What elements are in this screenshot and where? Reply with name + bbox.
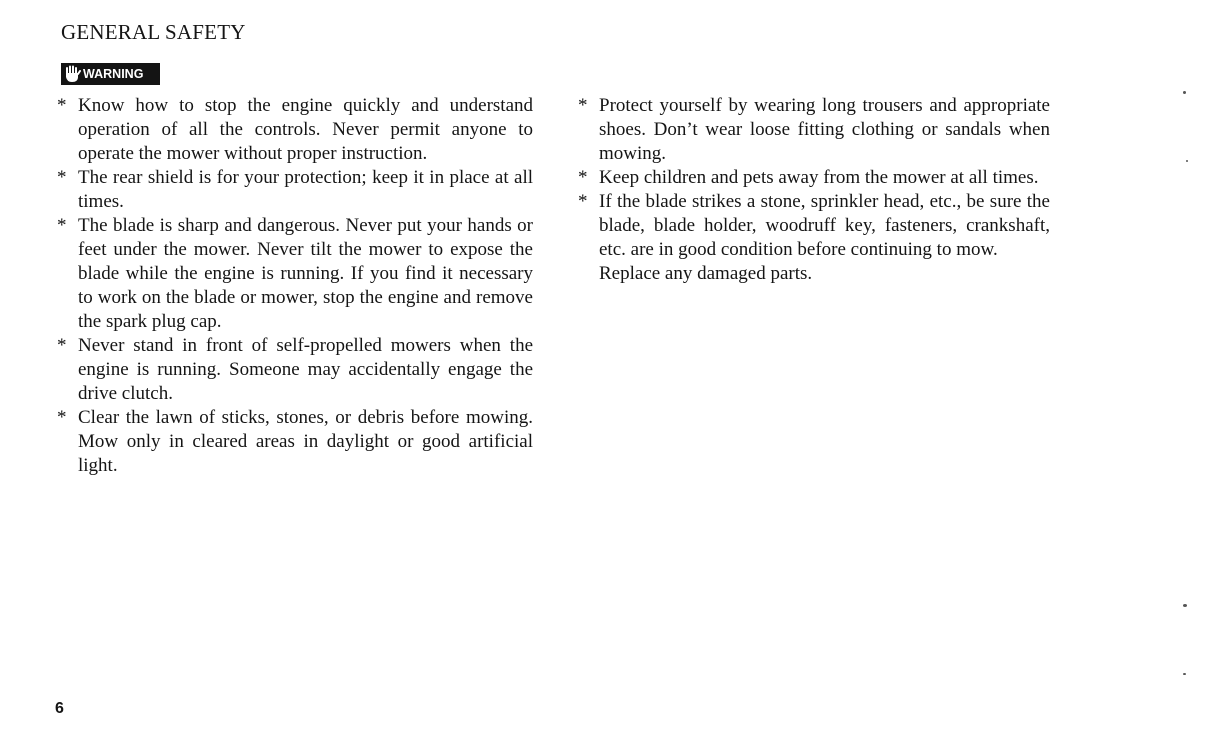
item-text: Protect yourself by wearing long trousers and appropriate shoes. Don’t wear loose fitting clothing or sandals when mowing. — [599, 95, 1050, 164]
page-number: 6 — [55, 700, 64, 717]
bullet: * — [57, 167, 67, 188]
bullet: * — [578, 95, 588, 116]
hand-icon — [64, 65, 81, 83]
item-text: Know how to stop the engine quickly and understand operation of all the controls. Never permit anyone to operate the mower without proper instruction. — [78, 95, 533, 164]
bullet: * — [57, 335, 67, 356]
warning-label: WARNING — [83, 67, 144, 81]
page-title: GENERAL SAFETY — [61, 20, 246, 44]
bullet: * — [57, 95, 67, 116]
item-text: Keep children and pets away from the mower at all times. — [599, 167, 1039, 188]
item-text: The blade is sharp and dangerous. Never put your hands or feet under the mower. Never tilt the mower to expose the blade while the engine is running. If you find it necessary to work on the blade or mower, stop the engine and remove the spark plug cap. — [78, 215, 533, 332]
warning-badge — [61, 63, 160, 85]
item-text: Never stand in front of self-propelled mowers when the engine is running. Someone may accidentally engage the drive clutch. — [78, 335, 533, 404]
list-item — [57, 214, 533, 334]
list-item — [578, 94, 1050, 166]
bullet: * — [57, 407, 67, 428]
bullet: * — [578, 191, 588, 212]
bullet: * — [57, 215, 67, 236]
right-column — [578, 94, 1050, 286]
list-item — [57, 334, 533, 406]
left-column — [57, 94, 533, 478]
item-text: The rear shield is for your protection; keep it in place at all times. — [78, 167, 533, 212]
replace-note: Replace any damaged parts. — [599, 263, 813, 284]
list-item — [578, 166, 1050, 190]
item-text: If the blade strikes a stone, sprinkler head, etc., be sure the blade, blade holder, woodruff key, fasteners, crankshaft, etc. are in good condition before continuing to mow. — [599, 191, 1050, 260]
list-item — [57, 406, 533, 478]
list-item — [57, 94, 533, 166]
bullet: * — [578, 167, 588, 188]
item-text: Clear the lawn of sticks, stones, or debris before mowing. Mow only in cleared areas in daylight or good artificial light. — [78, 407, 533, 476]
scan-speck — [1183, 91, 1186, 94]
scan-speck — [1183, 604, 1187, 607]
scan-speck — [1183, 673, 1186, 675]
list-item — [578, 190, 1050, 262]
list-item — [57, 166, 533, 214]
scan-speck — [1186, 160, 1188, 162]
